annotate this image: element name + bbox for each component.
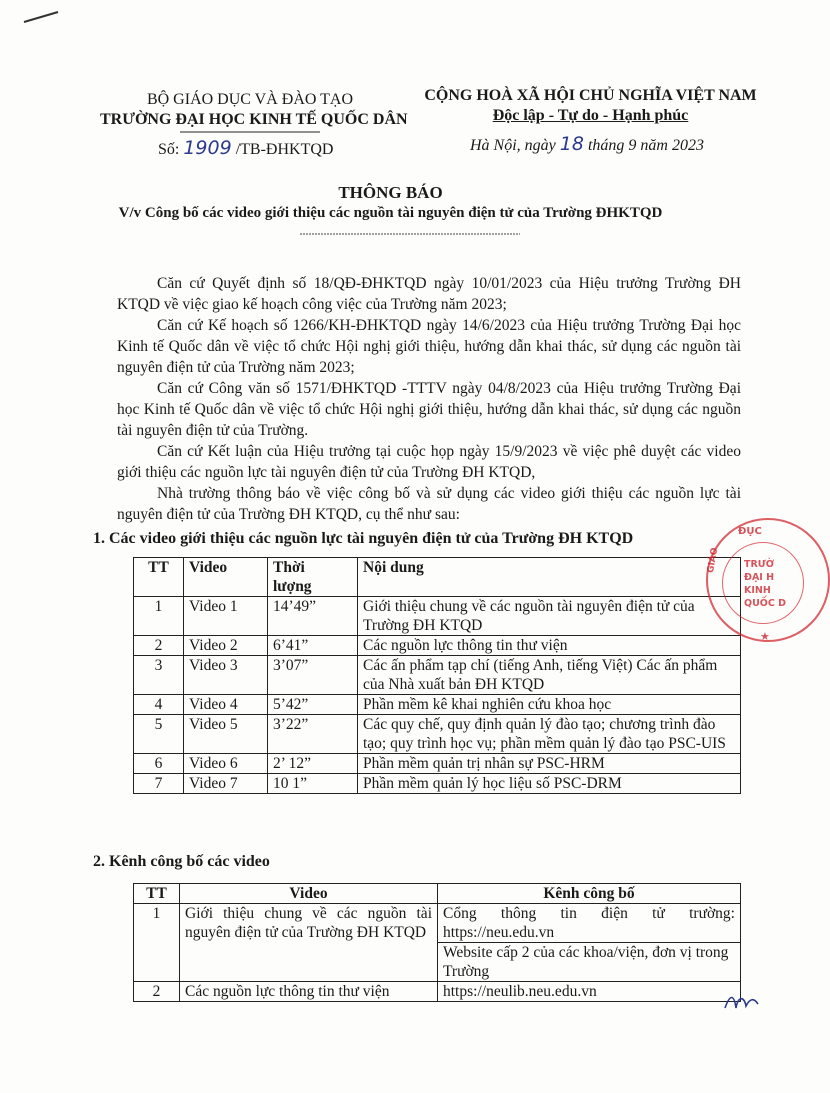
cell-channel [438, 904, 741, 982]
cell-video: Giới thiệu chung về các nguồn tài nguyên điện tử của Trường ĐH KTQD [180, 904, 438, 982]
cell-content: Các nguồn lực thông tin thư viện [358, 636, 741, 656]
channel-portal-label: Cổng thông tin điện tử trường: [443, 905, 735, 922]
document-title: THÔNG BÁO [338, 183, 443, 202]
paragraph-4: Căn cứ Kết luận của Hiệu trưởng tại cuộc họp ngày 15/9/2023 về việc phê duyệt các video giới thiệu các nguồn lực tài nguyên điện tử của Trường ĐH KTQD, [117, 443, 741, 481]
university-name: TRƯỜNG ĐẠI HỌC KINH TẾ QUỐC DÂN [100, 111, 408, 128]
table-row [134, 982, 741, 1002]
university-underline [180, 131, 320, 134]
motto-text: Độc lập - Tự do - Hạnh phúc [492, 107, 689, 124]
cell-tt: 4 [134, 695, 184, 715]
motto [418, 106, 763, 126]
cell-tt: 2 [134, 982, 180, 1002]
cell-duration: 10 1” [268, 774, 358, 794]
issue-date [470, 134, 704, 156]
document-number [158, 138, 333, 160]
paragraph-3: Căn cứ Công văn số 1571/ĐHKTQD -TTTV ngày 04/8/2023 của Hiệu trưởng Trường Đại học Kinh tế Quốc dân về việc tổ chức Hội nghị giới thiệu, hướng dẫn khai thác, sử dụng các nguồn tài nguyên điện tử của Trường. [117, 380, 741, 439]
cell-tt: 7 [134, 774, 184, 794]
table-row [134, 754, 741, 774]
cell-tt: 5 [134, 715, 184, 754]
seal-text-left: GIÁO [706, 547, 721, 574]
cell-video: Các nguồn lực thông tin thư viện [180, 982, 438, 1002]
cell-content: Phần mềm kê khai nghiên cứu khoa học [358, 695, 741, 715]
table-row [134, 695, 741, 715]
seal-text-top: ĐỤC [738, 526, 762, 537]
seal-star-icon: ★ [760, 630, 770, 643]
cell-tt: 1 [134, 904, 180, 982]
col-channel: Kênh công bố [438, 884, 741, 904]
section-1-heading: 1. Các video giới thiệu các nguồn lực tài nguyên điện tử của Trường ĐH KTQD [93, 530, 634, 547]
initial-signature [722, 990, 762, 1014]
paragraph-2: Căn cứ Kế hoạch số 1266/KH-ĐHKTQD ngày 14/6/2023 của Hiệu trưởng Trường Đại học Kinh tế Quốc dân về việc tổ chức Hội nghị giới thiệu, hướng dẫn khai thác, sử dụng các nguồn tài nguyên điện tử của Trường năm 2023; [117, 317, 741, 376]
cell-tt: 1 [134, 597, 184, 636]
cell-duration: 3’22” [268, 715, 358, 754]
col-video: Video [184, 558, 268, 597]
cell-content: Phần mềm quản trị nhân sự PSC-HRM [358, 754, 741, 774]
section-2-heading: 2. Kênh công bố các video [93, 853, 270, 870]
cell-duration: 3’07” [268, 656, 358, 695]
cell-video: Video 4 [184, 695, 268, 715]
document-subject: V/v Công bố các video giới thiệu các nguồn tài nguyên điện tử của Trường ĐHKTQD [118, 205, 663, 221]
handwritten-number: 1909 [183, 137, 232, 159]
seal-line: QUỐC D [744, 598, 787, 609]
col-tt: TT [134, 884, 180, 904]
table-header-row [134, 558, 741, 597]
cell-video: Video 1 [184, 597, 268, 636]
table-row [134, 597, 741, 636]
number-suffix: /TB-ĐHKTQD [235, 141, 334, 158]
seal-line: KINH [744, 585, 771, 596]
subject-divider [300, 233, 520, 236]
col-video: Video [180, 884, 438, 904]
channel-website-note: Website cấp 2 của các khoa/viện, đơn vị trong Trường [438, 942, 740, 981]
cell-tt: 2 [134, 636, 184, 656]
pen-mark [22, 8, 62, 26]
col-content: Nội dung [358, 558, 741, 597]
paragraph-5: Nhà trường thông báo về việc công bố và sử dụng các video giới thiệu các nguồn lực tài nguyên điện tử của Trường ĐH KTQD, cụ thể như sau: [117, 485, 741, 523]
channel-library-link[interactable]: https://neulib.neu.edu.vn [438, 982, 741, 1002]
cell-duration: 14’49” [268, 597, 358, 636]
preamble [117, 273, 741, 525]
cell-video: Video 6 [184, 754, 268, 774]
cell-tt: 3 [134, 656, 184, 695]
seal-line: TRƯỜ [744, 559, 775, 570]
table-row [134, 636, 741, 656]
official-seal [706, 518, 830, 642]
cell-content: Các quy chế, quy định quản lý đào tạo; chương trình đào tạo; quy trình học vụ; phần mềm quản lý đào tạo PSC-UIS [358, 715, 741, 754]
cell-video: Video 3 [184, 656, 268, 695]
cell-video: Video 2 [184, 636, 268, 656]
table-row [134, 774, 741, 794]
cell-duration: 5’42” [268, 695, 358, 715]
table-row [134, 656, 741, 695]
col-duration: Thời lượng [268, 558, 358, 597]
handwritten-day: 18 [559, 133, 584, 155]
channel-portal-link[interactable]: https://neu.edu.vn [443, 924, 555, 941]
table-header-row [134, 884, 741, 904]
cell-video: Video 7 [184, 774, 268, 794]
number-prefix: Số: [158, 141, 180, 158]
cell-duration: 2’ 12” [268, 754, 358, 774]
cell-tt: 6 [134, 754, 184, 774]
republic-name: CỘNG HOÀ XÃ HỘI CHỦ NGHĨA VIỆT NAM [424, 87, 757, 104]
cell-duration: 6’41” [268, 636, 358, 656]
table-row [134, 904, 741, 982]
cell-video: Video 5 [184, 715, 268, 754]
cell-content: Các ấn phẩm tạp chí (tiếng Anh, tiếng Việt) Các ấn phẩm của Nhà xuất bản ĐH KTQD [358, 656, 741, 695]
col-tt: TT [134, 558, 184, 597]
video-table [133, 557, 741, 794]
cell-content: Phần mềm quản lý học liệu số PSC-DRM [358, 774, 741, 794]
table-row [134, 715, 741, 754]
ministry-name: BỘ GIÁO DỤC VÀ ĐÀO TẠO [146, 91, 354, 108]
date-prefix: Hà Nội, ngày [470, 137, 556, 154]
channel-table [133, 883, 741, 1002]
paragraph-1: Căn cứ Quyết định số 18/QĐ-ĐHKTQD ngày 10/01/2023 của Hiệu trưởng Trường ĐH KTQD về việc giao kế hoạch công việc của Trường năm 2023; [117, 275, 741, 313]
seal-line: ĐẠI H [744, 572, 775, 583]
cell-content: Giới thiệu chung về các nguồn tài nguyên điện tử của Trường ĐH KTQD [358, 597, 741, 636]
date-suffix: tháng 9 năm 2023 [587, 137, 704, 154]
seal-center [744, 558, 786, 610]
